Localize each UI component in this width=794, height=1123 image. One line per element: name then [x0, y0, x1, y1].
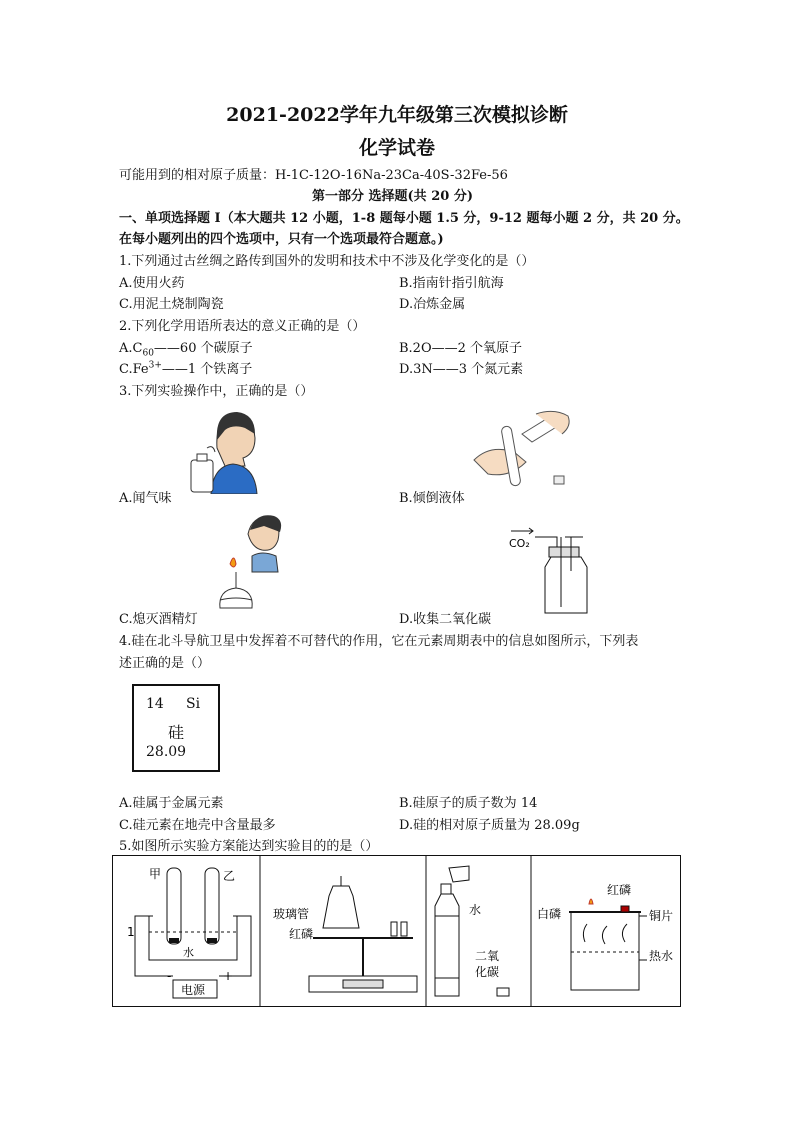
q1-option-a: A.使用火药 [119, 276, 185, 291]
smelling-illustration [185, 408, 260, 494]
q4-stem-1: 4.硅在北斗导航卫星中发挥着不可替代的作用，它在元素周期表中的信息如图所示，下列表 [119, 634, 639, 649]
tube-yi-label: 乙 [223, 869, 236, 883]
glass-tube-label: 玻璃管 [273, 907, 310, 921]
pouring-illustration [470, 404, 580, 496]
combustion-figure [537, 882, 673, 990]
q4-option-d: D.硅的相对原子质量为 28.09g [399, 818, 580, 833]
q3-stem: 3.下列实验操作中，正确的是（） [119, 384, 314, 399]
co2-label: CO₂ [509, 537, 530, 550]
section1-heading: 一、单项选择题 I（本大题共 12 小题，1-8 题每小题 1.5 分，9-12 题每小题 2 分，共 20 分。 [119, 211, 689, 226]
q3-option-c: C.熄灭酒精灯 [119, 612, 198, 627]
q2-option-b: B.2O——2 个氧原子 [399, 341, 523, 356]
blowing-lamp-illustration [212, 512, 292, 612]
minus-sign: - [167, 969, 172, 983]
q2-option-c: $C.Fe^{3+}——1$ 个铁离子 [119, 360, 253, 377]
balance-figure [273, 876, 417, 992]
atomic-masses: 可能用到的相对原子质量：H-1C-12O-16Na-23Ca-40S-32Fe-56 [119, 168, 508, 183]
q2-option-d: D.3N——3 个氮元素 [399, 362, 524, 377]
tube-jia-label: 甲 [149, 867, 162, 881]
bottle-figure [435, 866, 509, 996]
exam-title: 2021-2022学年九年级第三次模拟诊断 [226, 104, 568, 126]
q4-option-c: C.硅元素在地壳中含量最多 [119, 818, 276, 833]
q4-option-a: A.硅属于金属元素 [119, 796, 224, 811]
label-one: 1 [127, 925, 135, 939]
q4-stem-2: 述正确的是（） [119, 656, 211, 671]
q3-option-b: B.倾倒液体 [399, 491, 465, 506]
co2-label-2: 化碳 [475, 965, 500, 979]
atomic-mass: 28.09 [146, 744, 187, 760]
q1-option-c: C.用泥土烧制陶瓷 [119, 297, 224, 312]
q5-figure-grid [112, 855, 681, 1007]
power-supply-label: 电源 [181, 983, 206, 997]
q1-option-b: B.指南针指引航海 [399, 276, 504, 291]
section1-heading-2: 在每小题列出的四个选项中，只有一个选项最符合题意。) [119, 232, 444, 247]
co2-label-1: 二氧 [475, 949, 500, 963]
exam-subtitle: 化学试卷 [358, 137, 435, 159]
q2-stem: 2.下列化学用语所表达的意义正确的是（） [119, 319, 366, 334]
water-label-3: 水 [469, 903, 482, 917]
copper-label: 铜片 [649, 909, 674, 923]
q3-option-d: D.收集二氧化碳 [399, 612, 492, 627]
q1-stem: 1.下列通过古丝绸之路传到国外的发明和技术中不涉及化学变化的是（） [119, 254, 535, 269]
q5-stem: 5.如图所示实验方案能达到实验目的的是（） [119, 839, 379, 854]
hot-water-label: 热水 [649, 949, 674, 963]
white-phosphorus-label: 白磷 [537, 907, 562, 921]
gas-bottle-illustration [505, 525, 595, 617]
red-phosphorus-label-4: 红磷 [607, 883, 632, 897]
periodic-table-cell [132, 684, 220, 772]
electrolysis-figure [127, 867, 251, 998]
q3-option-a: A.闻气味 [119, 491, 172, 506]
plus-sign: + [223, 969, 234, 983]
element-name: 硅 [168, 723, 185, 742]
q4-option-b: B.硅原子的质子数为 14 [399, 796, 538, 811]
red-phosphorus-label: 红磷 [289, 927, 314, 941]
part1-heading: 第一部分 选择题(共 20 分) [312, 189, 473, 204]
q1-option-d: D.冶炼金属 [399, 297, 466, 312]
atomic-number: 14 [146, 696, 164, 712]
q2-option-a: $A.C_{60}——60$ 个碳原子 [119, 341, 253, 359]
element-symbol: Si [186, 696, 201, 712]
water-label: 水 [183, 946, 194, 959]
